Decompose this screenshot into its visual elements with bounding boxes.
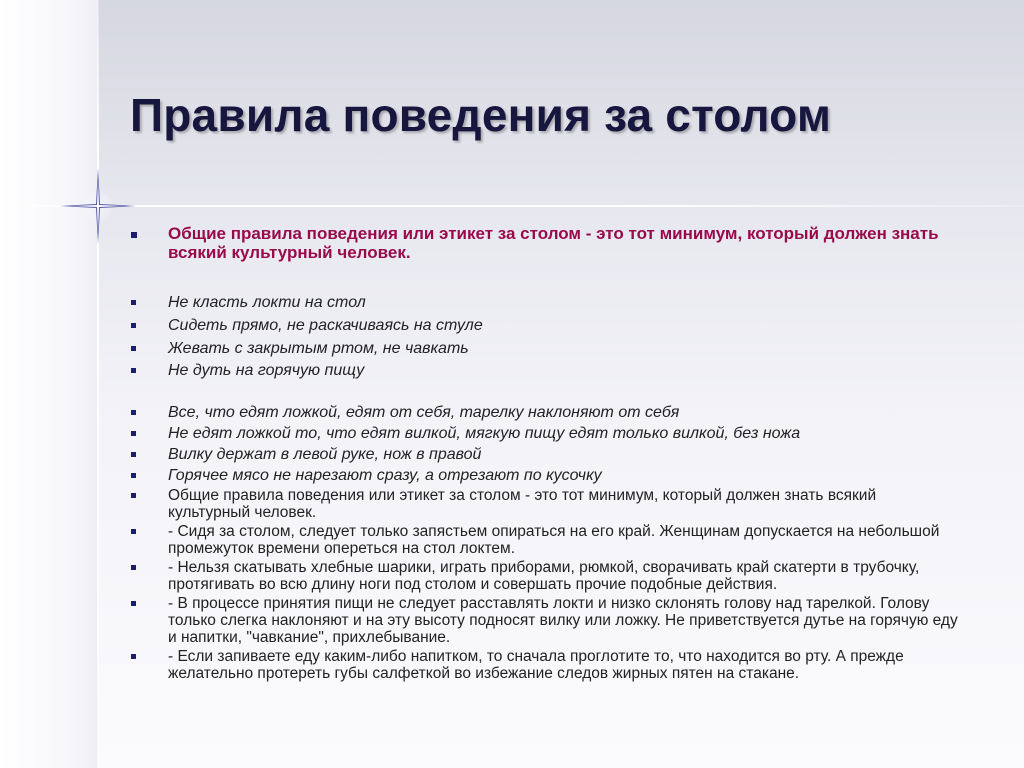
list-item-intro [130, 224, 960, 262]
list-item [130, 423, 960, 445]
square-bullet-icon [131, 410, 136, 415]
square-bullet-icon [131, 431, 136, 436]
list-item [130, 559, 960, 593]
square-bullet-icon [131, 323, 136, 328]
list-item [130, 292, 960, 314]
list-item [130, 523, 960, 557]
horizontal-flare-line [0, 205, 1024, 207]
square-bullet-icon [131, 529, 136, 534]
list-item-text: Не класть локти на стол [168, 294, 366, 311]
bullet-list [130, 222, 960, 682]
list-item [130, 595, 960, 646]
left-band [0, 0, 98, 768]
list-item-text: - Сидя за столом, следует только запястьем опираться на его край. Женщинам допускается на небольшой промежуток времени опереться на стол локтем. [168, 523, 940, 557]
list-item [130, 402, 960, 424]
list-item [130, 648, 960, 682]
list-item-text: Все, что едят ложкой, едят от себя, тарелку наклоняют от себя [168, 404, 680, 421]
square-bullet-icon [131, 300, 136, 305]
square-bullet-icon [131, 452, 136, 457]
sparkle-star-icon [58, 166, 138, 246]
list-item-text: Сидеть прямо, не раскачиваясь на стуле [168, 317, 483, 334]
slide-title: Правила поведения за столом [130, 89, 832, 141]
list-item-text: - В процессе принятия пищи не следует расставлять локти и низко склонять голову над тарелкой. Голову только слегка наклоняют и на эту высоту подносят вилку или ложку. Не приветствуется дутье на горячую еду и напитки, "чавкание", прихлебывание. [168, 595, 958, 646]
square-bullet-icon [131, 368, 136, 373]
square-bullet-icon [131, 493, 136, 498]
list-item [130, 338, 960, 360]
vertical-flare-line [97, 0, 99, 768]
list-item [130, 444, 960, 466]
list-item-text: Общие правила поведения или этикет за столом - это тот минимум, который должен знать всякий культурный человек. [168, 224, 939, 262]
list-item-text: - Если запиваете еду каким-либо напитком, то сначала проглотите то, что находится во рту. А прежде желательно протереть губы салфеткой во избежание следов жирных пятен на стакане. [168, 648, 904, 682]
list-item-text: - Нельзя скатывать хлебные шарики, играть приборами, рюмкой, сворачивать край скатерти в трубочку, протягивать во всю длину ноги под столом и совершать прочие подобные действия. [168, 559, 920, 593]
list-item [130, 465, 960, 487]
list-item-text: Не дуть на горячую пищу [168, 362, 365, 379]
list-item-text: Общие правила поведения или этикет за столом - это тот минимум, который должен знать всякий культурный человек. [168, 487, 877, 521]
list-item-text: Горячее мясо не нарезают сразу, а отрезают по кусочку [168, 467, 602, 484]
list-item [130, 487, 960, 521]
square-bullet-icon [131, 346, 136, 351]
list-item [130, 315, 960, 337]
list-item-text: Вилку держат в левой руке, нож в правой [168, 446, 482, 463]
square-bullet-icon [131, 601, 136, 606]
list-item-text: Не едят ложкой то, что едят вилкой, мягкую пищу едят только вилкой, без ножа [168, 425, 801, 442]
square-bullet-icon [131, 232, 137, 238]
list-item [130, 360, 960, 382]
square-bullet-icon [131, 473, 136, 478]
list-item-text: Жевать с закрытым ртом, не чавкать [168, 340, 469, 357]
square-bullet-icon [131, 565, 136, 570]
square-bullet-icon [131, 654, 136, 659]
